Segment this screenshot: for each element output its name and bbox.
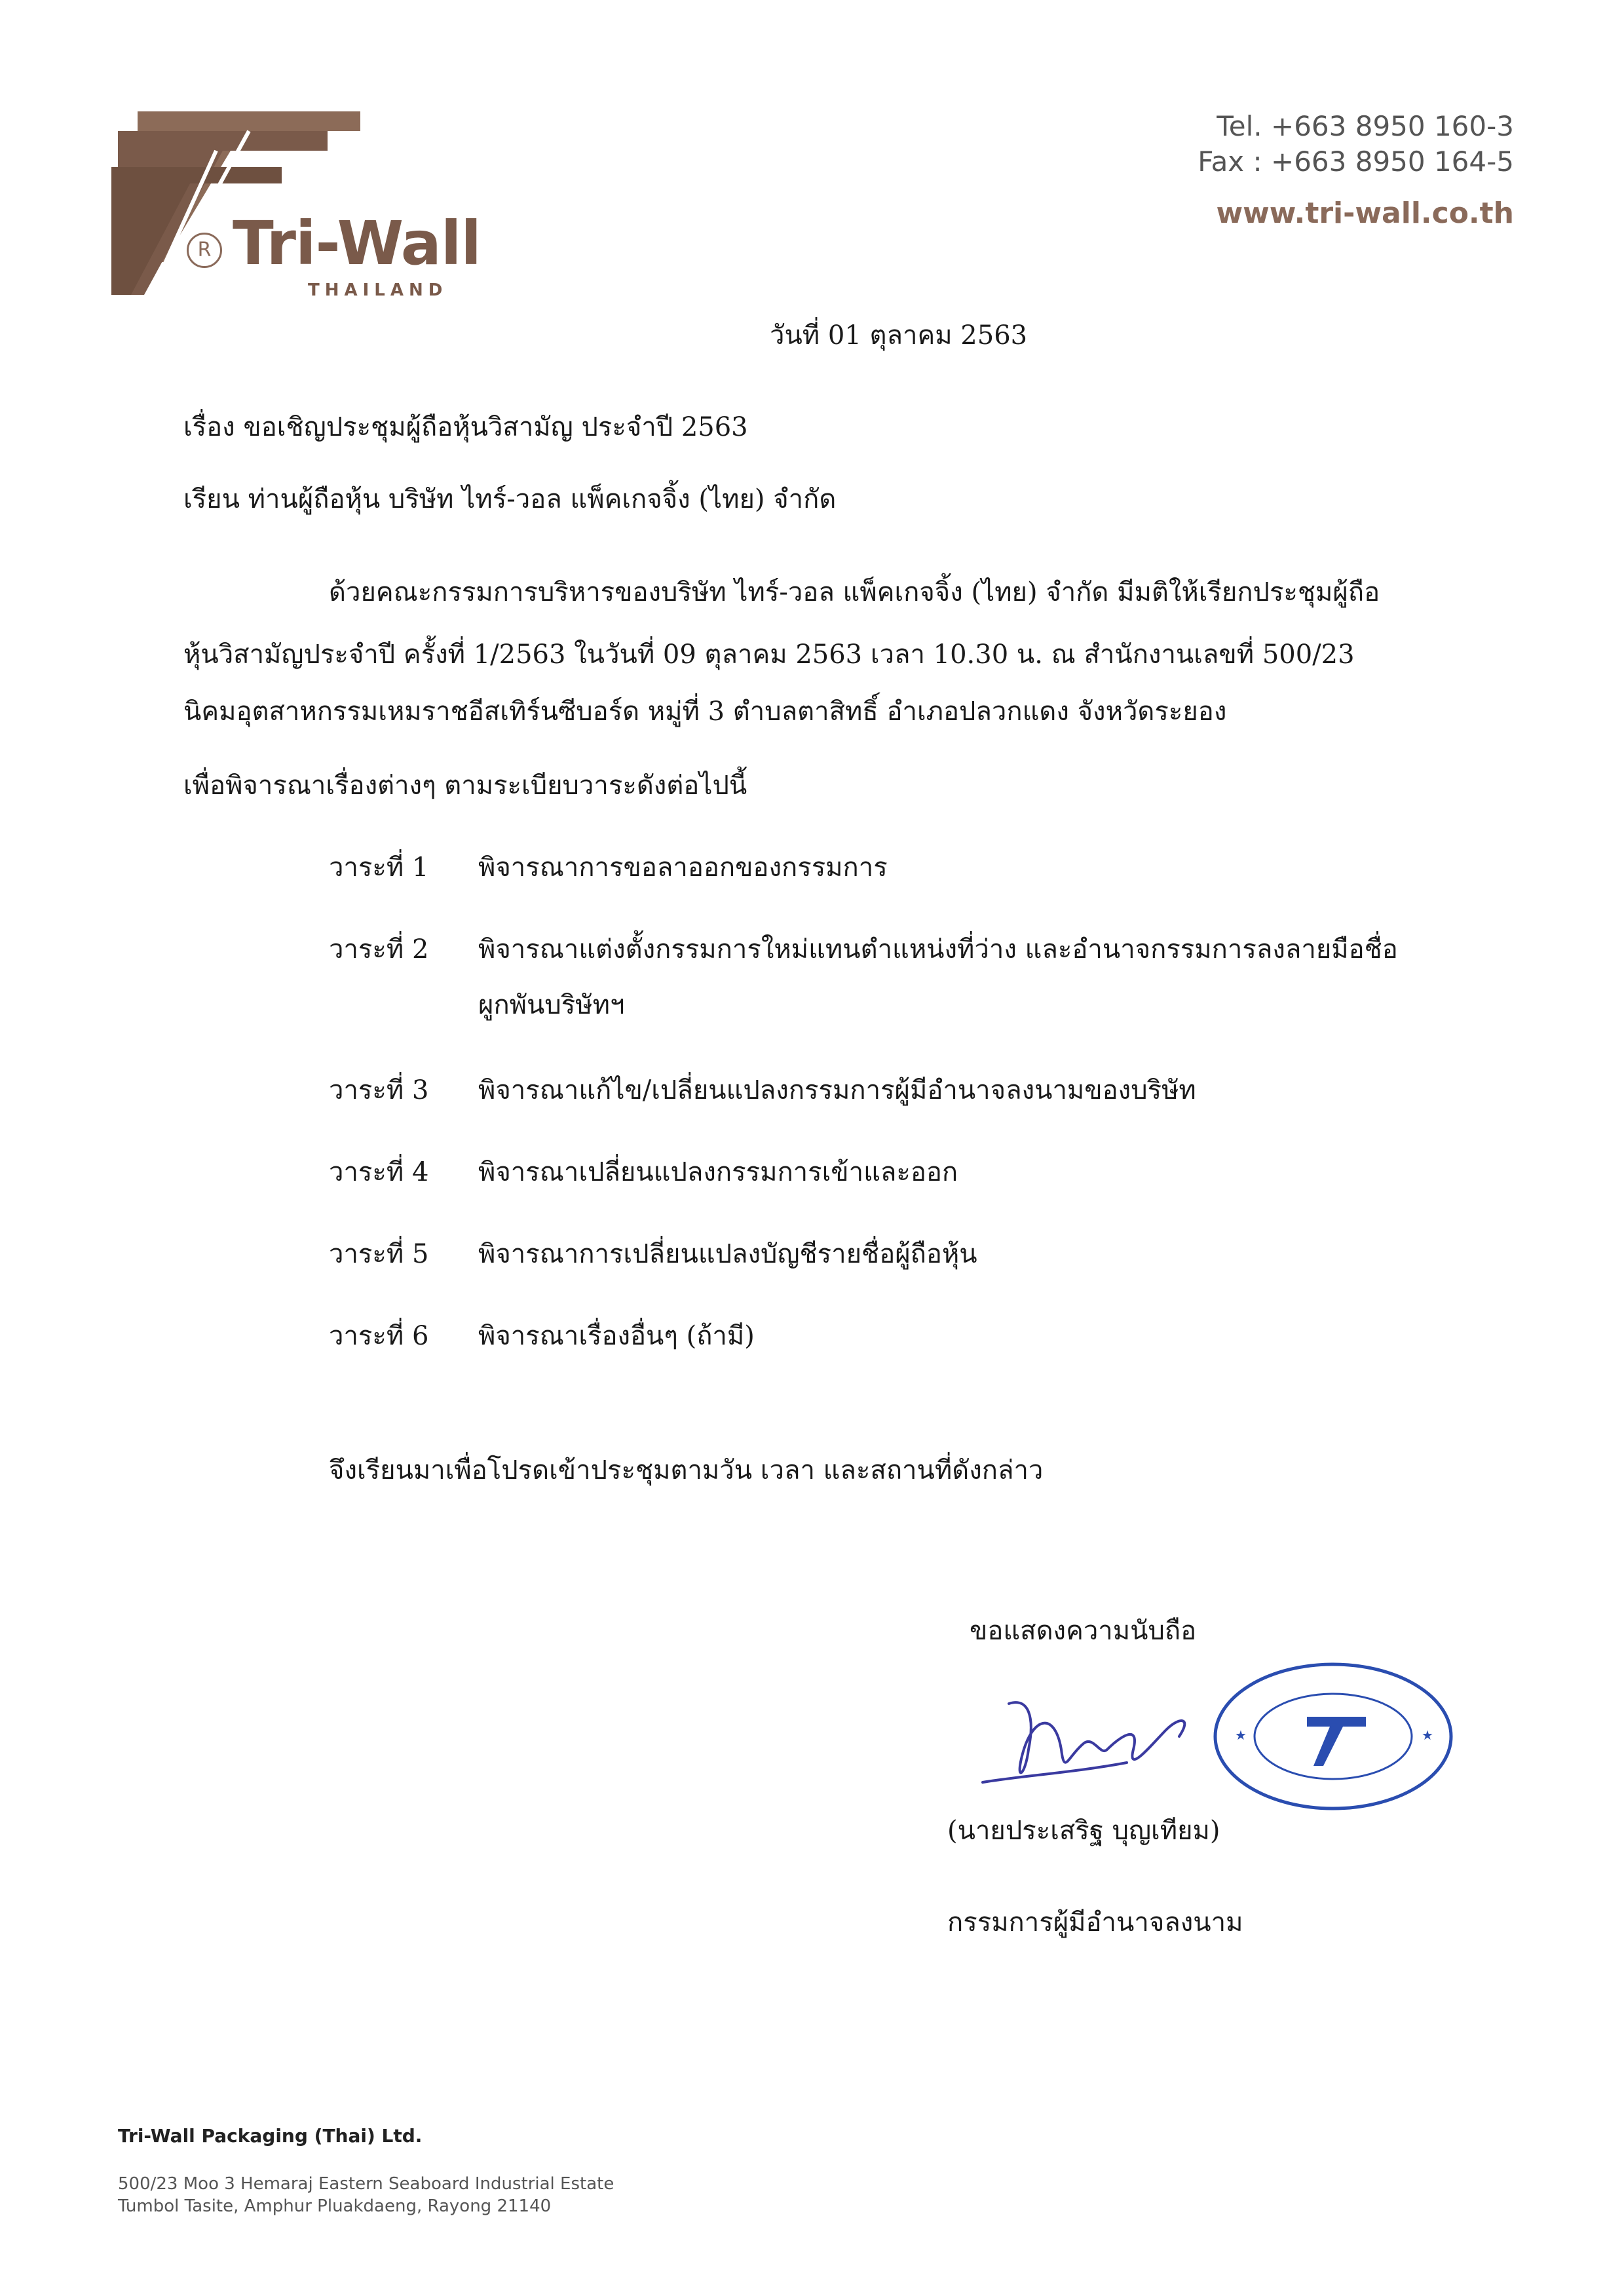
agenda-number: วาระที่ 3 <box>329 1075 429 1105</box>
body-line: เพื่อพิจารณาเรื่องต่างๆ ตามระเบียบวาระดังต่อไปนี้ <box>183 771 747 801</box>
footer-company: Tri-Wall Packaging (Thai) Ltd. <box>118 2125 423 2147</box>
agenda-text: พิจารณาแก้ไข/เปลี่ยนแปลงกรรมการผู้มีอำนาจลงนามของบริษัท <box>478 1075 1196 1105</box>
agenda-number: วาระที่ 6 <box>329 1321 429 1351</box>
svg-text:★: ★ <box>1235 1727 1247 1743</box>
signer-name: (นายประเสริฐ บุญเทียม) <box>947 1816 1220 1846</box>
signer-title: กรรมการผู้มีอำนาจลงนาม <box>947 1907 1243 1938</box>
logo-text: Tri-Wall <box>233 208 481 278</box>
footer-address: 500/23 Moo 3 Hemaraj Eastern Seaboard Industrial Estate <box>118 2174 614 2194</box>
logo-subtext: THAILAND <box>308 280 448 300</box>
letter-date: วันที่ 01 ตุลาคม 2563 <box>770 320 1028 351</box>
phone-number: Tel. +663 8950 160-3 <box>1217 110 1514 142</box>
agenda-number: วาระที่ 1 <box>329 852 429 883</box>
agenda-text: พิจารณาเปลี่ยนแปลงกรรมการเข้าและออก <box>478 1157 958 1187</box>
signature-icon <box>970 1677 1218 1808</box>
agenda-number: วาระที่ 2 <box>329 934 429 965</box>
registered-icon: R <box>187 233 222 268</box>
agenda-text: พิจารณาการขอลาออกของกรรมการ <box>478 852 888 883</box>
regards: ขอแสดงความนับถือ <box>970 1616 1197 1646</box>
agenda-text: พิจารณาเรื่องอื่นๆ (ถ้ามี) <box>478 1321 755 1351</box>
closing-line: จึงเรียนมาเพื่อโปรดเข้าประชุมตามวัน เวลา และสถานที่ดังกล่าว <box>329 1455 1044 1485</box>
body-line: นิคมอุตสาหกรรมเหมราชอีสเทิร์นซีบอร์ด หมู่ที่ 3 ตำบลตาสิทธิ์ อำเภอปลวกแดง จังหวัดระยอง <box>183 697 1227 727</box>
fax-number: Fax : +663 8950 164-5 <box>1198 145 1514 178</box>
agenda-number: วาระที่ 4 <box>329 1157 429 1187</box>
body-line: หุ้นวิสามัญประจำปี ครั้งที่ 1/2563 ในวันที่ 09 ตุลาคม 2563 เวลา 10.30 น. ณ สำนักงานเลขที่ 500/23 <box>183 640 1355 670</box>
agenda-text: พิจารณาแต่งตั้งกรรมการใหม่แทนตำแหน่งที่ว่าง และอำนาจกรรมการลงลายมือชื่อ <box>478 934 1398 965</box>
agenda-number: วาระที่ 5 <box>329 1239 429 1269</box>
company-stamp <box>1209 1658 1458 1815</box>
agenda-text: พิจารณาการเปลี่ยนแปลงบัญชีรายชื่อผู้ถือหุ้น <box>478 1239 977 1269</box>
letter-subject: เรื่อง ขอเชิญประชุมผู้ถือหุ้นวิสามัญ ประจำปี 2563 <box>183 412 748 442</box>
agenda-text-continued: ผูกพันบริษัทฯ <box>478 990 625 1020</box>
footer-address: Tumbol Tasite, Amphur Pluakdaeng, Rayong 21140 <box>118 2196 552 2216</box>
stamp-icon <box>1209 1658 1458 1815</box>
letter-recipient: เรียน ท่านผู้ถือหุ้น บริษัท ไทร์-วอล แพ็คเกจจิ้ง (ไทย) จำกัด <box>183 484 837 514</box>
website-link[interactable]: www.tri-wall.co.th <box>1216 197 1514 230</box>
body-line: ด้วยคณะกรรมการบริหารของบริษัท ไทร์-วอล แพ็คเกจจิ้ง (ไทย) จำกัด มีมติให้เรียกประชุมผู้ถือ <box>329 577 1380 607</box>
svg-text:★: ★ <box>1422 1727 1433 1743</box>
